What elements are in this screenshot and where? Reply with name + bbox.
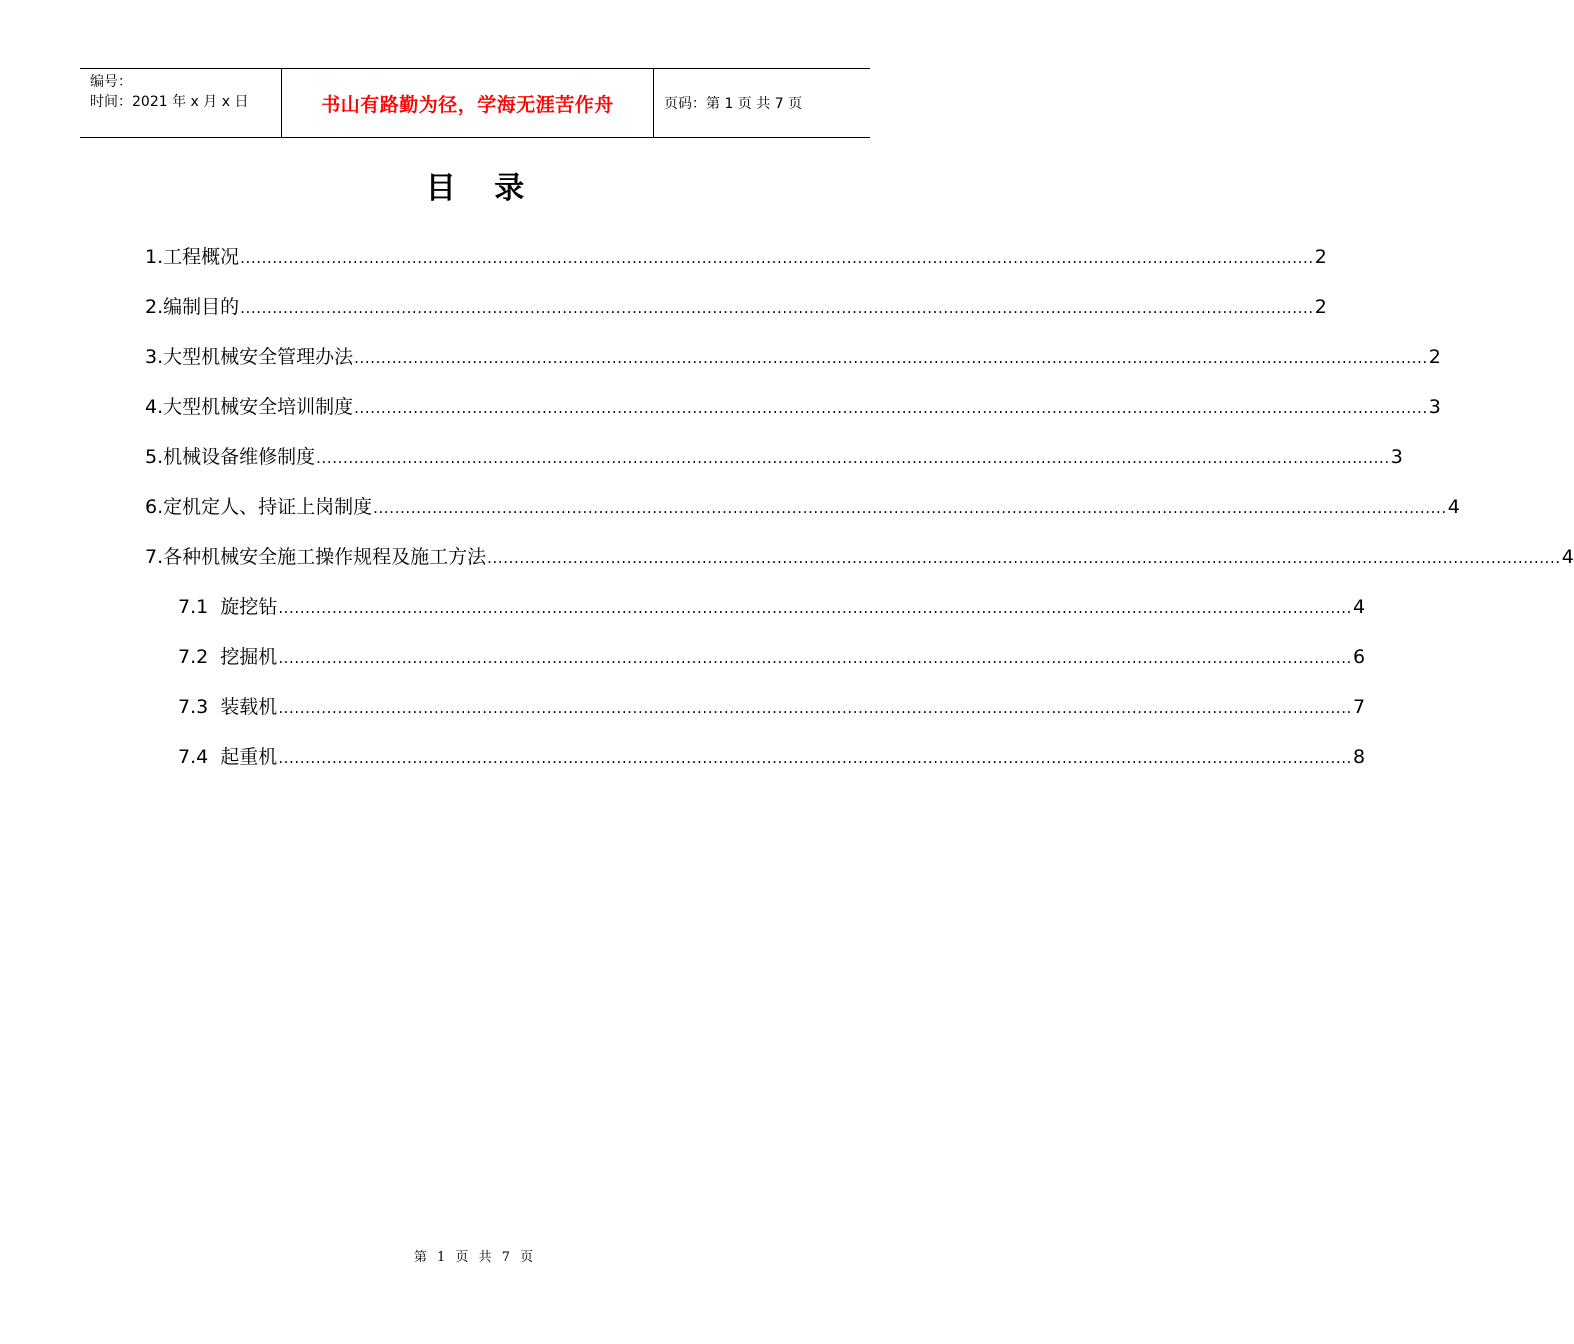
page-footer: 第 1 页 共 7 页 — [413, 1250, 537, 1265]
toc-entry-page-number: 3 — [1390, 446, 1403, 468]
toc-entry-page-number: 2 — [1314, 296, 1327, 318]
toc-entry-page-number: 4 — [1561, 546, 1574, 568]
toc-dot-leader: ........................................................................................................................................................................................................ — [278, 749, 1352, 767]
toc-entry-label: 编制目的 — [163, 296, 240, 318]
toc-entry-number: 3. — [145, 346, 164, 368]
toc-entry-page-number: 4 — [1447, 496, 1460, 518]
header-motto: 书山有路勤为径，学海无涯苦作舟 — [321, 93, 614, 116]
toc-entry-label: 工程概况 — [163, 246, 240, 268]
toc-entry-label: 机械设备维修制度 — [163, 446, 316, 468]
toc-entry-label: 各种机械安全施工操作规程及施工方法 — [163, 546, 487, 568]
toc-entry[interactable] — [145, 342, 1441, 392]
table-of-contents — [145, 242, 1574, 792]
toc-entry-number: 7.3 — [178, 696, 221, 718]
toc-entry-label: 旋挖钻 — [220, 596, 278, 618]
toc-entry[interactable] — [145, 542, 1574, 592]
toc-entry[interactable] — [145, 392, 1441, 442]
toc-entry[interactable] — [145, 692, 1366, 742]
toc-dot-leader: ........................................................................................................................................................................................................ — [278, 649, 1352, 667]
toc-entry-label: 起重机 — [220, 746, 278, 768]
toc-entry[interactable] — [145, 592, 1366, 642]
toc-entry-number: 1. — [145, 246, 164, 268]
toc-entry-page-number: 2 — [1428, 346, 1441, 368]
toc-entry-number: 5. — [145, 446, 164, 468]
toc-entry-number: 4. — [145, 396, 164, 418]
toc-entry[interactable] — [145, 642, 1366, 692]
toc-entry-number: 2. — [145, 296, 164, 318]
toc-entry-number: 7.1 — [178, 596, 221, 618]
toc-entry-number: 6. — [145, 496, 164, 518]
header-page-info-cell — [654, 69, 870, 137]
toc-dot-leader: ........................................................................................................................................................................................................ — [240, 249, 1314, 267]
toc-entry-label: 大型机械安全管理办法 — [163, 346, 354, 368]
header-meta — [80, 69, 282, 137]
toc-entry-page-number: 2 — [1314, 246, 1327, 268]
toc-entry[interactable] — [145, 492, 1460, 542]
toc-dot-leader: ........................................................................................................................................................................................................ — [354, 399, 1428, 417]
toc-entry-label: 大型机械安全培训制度 — [163, 396, 354, 418]
toc-entry-page-number: 6 — [1352, 646, 1366, 668]
toc-entry-page-number: 4 — [1352, 596, 1366, 618]
toc-entry-number: 7. — [145, 546, 164, 568]
document-number-label: 编号： — [90, 74, 132, 90]
page-header — [80, 68, 870, 138]
toc-dot-leader: ........................................................................................................................................................................................................ — [373, 499, 1447, 517]
toc-entry-page-number: 8 — [1352, 746, 1366, 768]
toc-dot-leader: ........................................................................................................................................................................................................ — [487, 549, 1561, 567]
header-page-info: 页码：第 1 页 共 7 页 — [664, 96, 803, 112]
toc-entry[interactable] — [145, 742, 1366, 792]
toc-dot-leader: ........................................................................................................................................................................................................ — [278, 599, 1352, 617]
toc-entry[interactable] — [145, 442, 1403, 492]
document-date: 时间：2021 年 x 月 x 日 — [90, 94, 249, 110]
toc-entry[interactable] — [145, 292, 1327, 342]
toc-entry-page-number: 3 — [1428, 396, 1441, 418]
toc-entry-number: 7.4 — [178, 746, 221, 768]
toc-entry-label: 定机定人、持证上岗制度 — [163, 496, 373, 518]
toc-dot-leader: ........................................................................................................................................................................................................ — [354, 349, 1428, 367]
toc-entry-number: 7.2 — [178, 646, 221, 668]
toc-dot-leader: ........................................................................................................................................................................................................ — [240, 299, 1314, 317]
page-title: 目 录 — [425, 171, 539, 206]
toc-entry[interactable] — [145, 242, 1327, 292]
toc-entry-label: 挖掘机 — [220, 646, 278, 668]
header-motto-cell — [282, 69, 654, 137]
toc-dot-leader: ........................................................................................................................................................................................................ — [316, 449, 1390, 467]
toc-entry-page-number: 7 — [1352, 696, 1366, 718]
toc-dot-leader: ........................................................................................................................................................................................................ — [278, 699, 1352, 717]
toc-entry-label: 装载机 — [220, 696, 278, 718]
